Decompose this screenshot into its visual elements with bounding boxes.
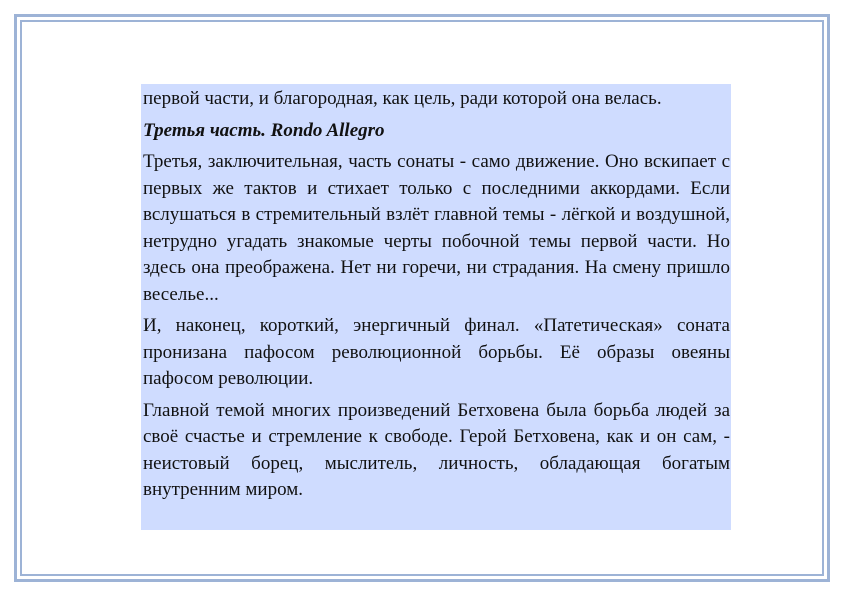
paragraph-finale: И, наконец, короткий, энергичный финал. «Патетическая» соната пронизана пафосом революционной борьбы. Её образы овеяны пафосом революции.	[143, 315, 730, 389]
text-box	[141, 84, 731, 530]
paragraph-conclusion: Главной темой многих произведений Бетховена была борьба людей за своё счастье и стремление к свободе. Герой Бетховена, как и он сам, - неистовый борец, мыслитель, личность, обладающая богатым внутренним миром.	[143, 399, 730, 500]
paragraph-third-movement: Третья, заключительная, часть сонаты - само движение. Оно вскипает с первых же тактов и стихает только с последними аккордами. Если вслушаться в стремительный взлёт главной темы - лёгкой и воздушной, нетрудно угадать знакомые черты побочной темы первой части. Но здесь она преображена. Нет ни горечи, ни страдания. На смену пришло веселье...	[143, 151, 730, 305]
section-heading: Третья часть. Rondo Allegro	[143, 119, 385, 141]
paragraph-intro: первой части, и благородная, как цель, ради которой она велась.	[143, 88, 662, 109]
